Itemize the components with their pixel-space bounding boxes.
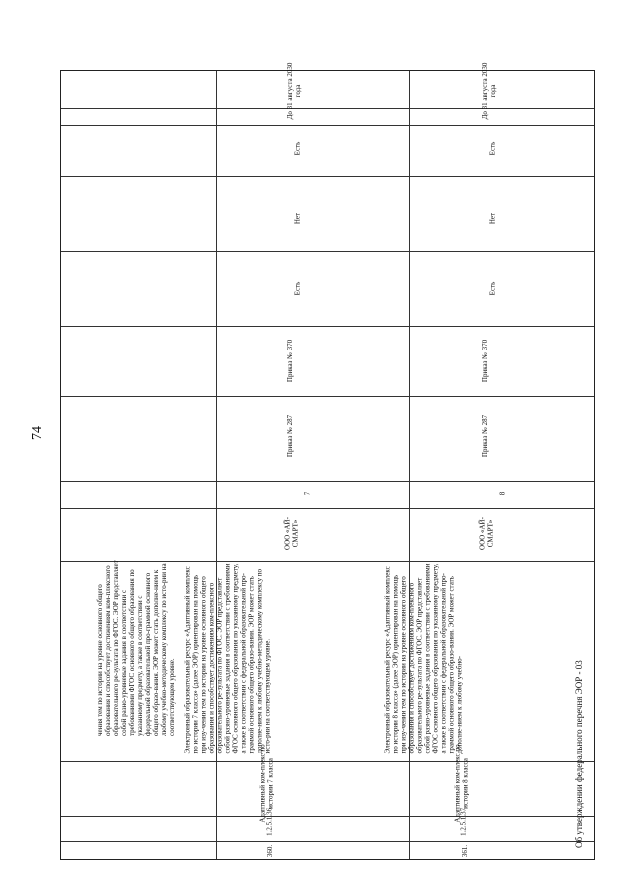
row-description: Электронный образовательный ресурс «Адаптивный комплекс по истории 7 класса» (далее ЭОР) ориентирован на помощь при изу-чении тем по истории на уровне основного общего образования и способствует достижениям ком-плексного образовательного ре-зультата по ФГОС. ЭОР представляет собой разно-уровневые задания в соответствии с требованиями ФГОС основного общего образования по указанному предмету, а также в соответствии с федеральной образовательной про-граммой основного общего образо-вания. ЭОР может стать дополне-нием к любому учебно-методическому комплексу по исто-рии на соответствующем уровне.	[183, 563, 272, 754]
page-number: 74	[30, 426, 45, 440]
row-flag-a: Есть	[488, 281, 497, 296]
column-divider	[61, 396, 594, 397]
row-code: 1.2.5.1.37.	[459, 806, 468, 836]
column-divider	[61, 251, 594, 252]
row-flag-a: Есть	[293, 281, 302, 296]
column-divider	[61, 761, 594, 762]
row-number: 361.	[461, 844, 469, 858]
row-code: 1.2.5.1.36.	[265, 806, 274, 836]
row-name: Адаптивный ком-плекс по истории 8 класса	[453, 744, 470, 823]
column-divider	[61, 108, 594, 109]
column-divider	[61, 125, 594, 126]
row-order-2: Приказ № 370	[481, 339, 489, 383]
row-flag-b: Нет	[488, 212, 497, 225]
row-deadline: До 31 августа 2030 года	[286, 62, 302, 120]
table	[60, 62, 595, 860]
row-flag-b: Нет	[293, 212, 302, 225]
continuation-text: чения тем по истории на уровне основного общего образования и способствует достижениям ком-плексного образовательного ре-зультата по ФГОС. ЭОР представляет собой разно-уровневые задания в соответствии с требованиями ФГОС основного общего образования по указанному предмету, а также в соответствии с федеральной образовательной про-граммой основного общего образо-вания. ЭОР может стать дополне-нием к любому учебно-методическому комплексу по исто-рии на соответствующем уровне.	[96, 560, 176, 736]
row-order-2: Приказ № 370	[286, 339, 294, 383]
row-name: Адаптивный ком-плекс по истории 7 класса	[258, 744, 275, 823]
row-description: Электронный образовательный ресурс «Адаптивный комплекс по истории 8 класса» (далее ЭОР) ориентирован на помощь при изу-чении тем по истории на уровне основного общего образования и способствует достижениям ком-плексного образовательного ре-зультата по ФГОС. ЭОР представляет собой разно-уровневые задания в соответствии с требованиями ФГОС основного общего образования по указанному предмету, а также в соответствии с федеральной образовательной про-граммой основного общего образо-вания. ЭОР может стать дополне-нием к любому учебно-	[383, 563, 464, 754]
row-number: 360.	[266, 844, 274, 858]
row-flag-c: Есть	[488, 141, 497, 156]
row-organization: ООО «АЙ-СМАРТ»	[283, 517, 300, 550]
row-grade: 7	[303, 491, 312, 496]
column-divider	[61, 481, 594, 482]
row-organization: ООО «АЙ-СМАРТ»	[478, 517, 495, 550]
column-divider	[61, 176, 594, 177]
column-divider	[61, 508, 594, 509]
row-deadline: До 31 августа 2030 года	[481, 62, 497, 120]
row-grade: 8	[498, 491, 507, 496]
footer-text: Об утверждении федерального перечня ЭОР - 03	[574, 660, 584, 848]
row-order-1: Приказ № 287	[481, 414, 489, 458]
column-divider	[61, 841, 594, 842]
row-flag-c: Есть	[293, 141, 302, 156]
row-order-1: Приказ № 287	[286, 414, 294, 458]
column-divider	[61, 326, 594, 327]
column-divider	[61, 816, 594, 817]
